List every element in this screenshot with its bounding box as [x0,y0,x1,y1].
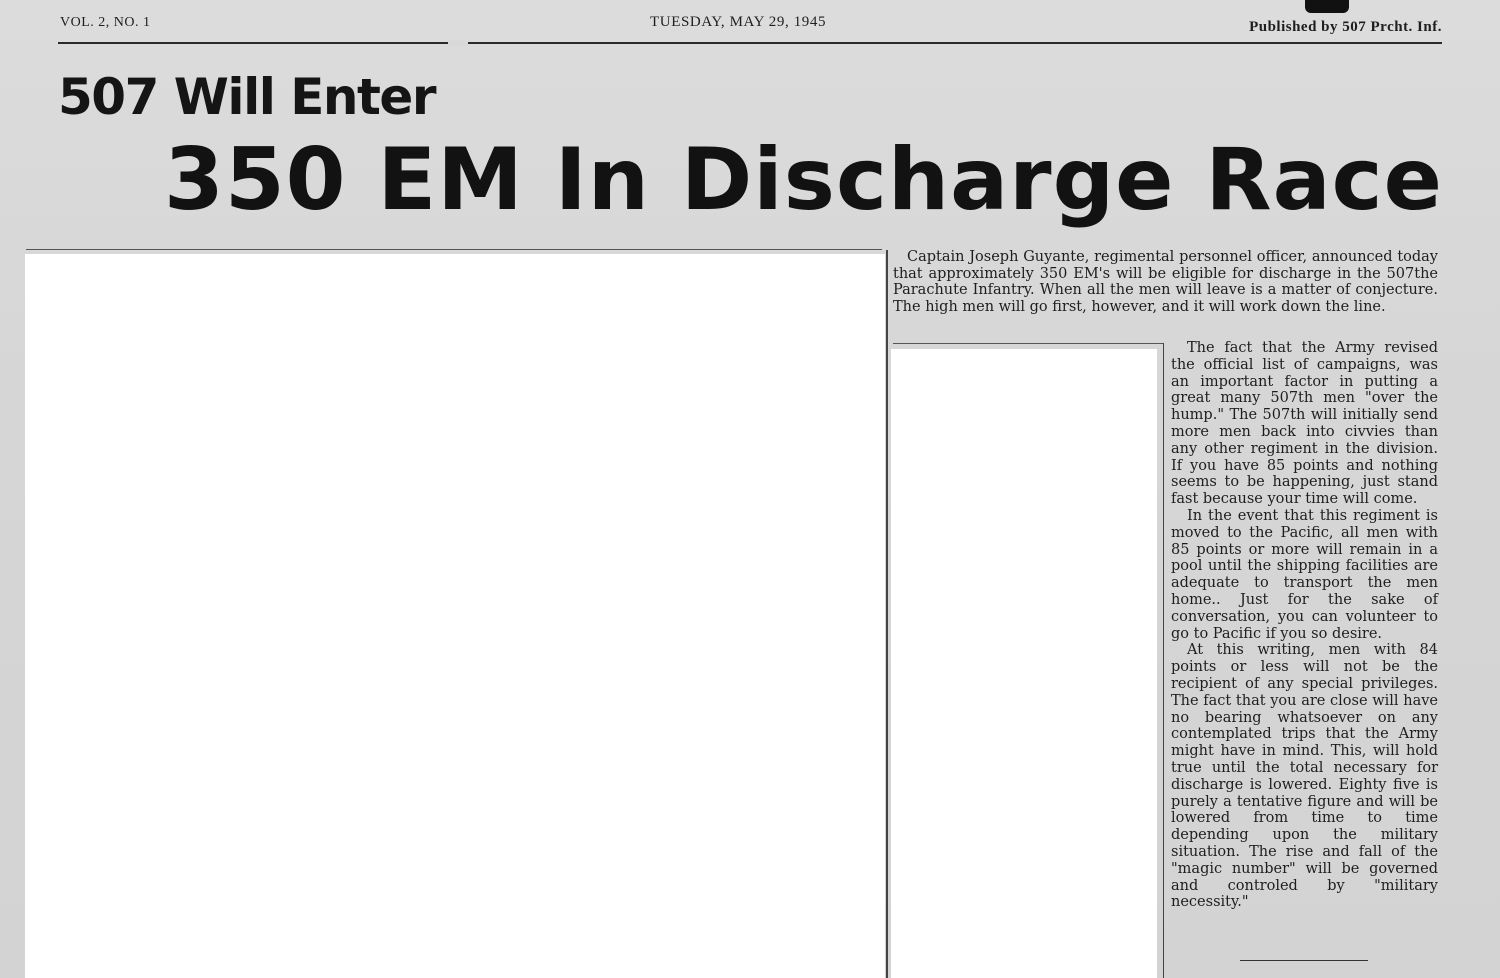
article-paragraph-2: In the event that this regiment is moved to the Pacific, all men with 85 points or more will remain in a pool until the shipping facilities are adequate to transport the men home.. Just for the sake of conversation, you can volunteer to go to Pacific if you so desire. [1171,507,1438,642]
main-photo-blank [25,254,885,978]
side-photo-top-rule [893,343,1163,344]
side-photo-blank [891,349,1157,978]
article-paragraph-3: At this writing, men with 84 points or less will not be the recipient of any special privileges. The fact that you are close will have no bearing whatsoever on any contemplated trips that the Army might have in mind. This, will hold true until the total necessary for discharge is lowered. Eighty five is purely a tentative figure and will be lowered from time to time depending upon the military situation. The rise and fall of the "magic number" will be governed and controled by "military necessity." [1171,642,1438,911]
masthead-volume: VOL. 2, NO. 1 [60,15,151,30]
masthead-publisher: Published by 507 Prcht. Inf. [1249,19,1442,35]
article-lead: Captain Joseph Guyante, regimental personnel officer, announced today that approximately 350 EM's will be eligible for discharge in the 507the Parachute Infantry. When all the men will leave is a matter of conjecture. The high men will go first, however, and it will work down the line. [893,249,1438,315]
masthead-date: TUESDAY, MAY 29, 1945 [650,14,827,30]
masthead-rule-gap [448,40,468,46]
masthead-rule [58,42,1442,44]
headline-kicker: 507 Will Enter [58,68,435,126]
article-body [1171,340,1438,911]
photo-top-rule [26,249,882,250]
headline-main: 350 EM In Discharge Race [164,130,1443,230]
column-rule [886,250,888,978]
side-column-rule [1163,343,1164,978]
article-paragraph-1: The fact that the Army revised the official list of campaigns, was an important factor in putting a great many 507th men "over the hump." The 507th will initially send more men back into civvies than any other regiment in the division. If you have 85 points and nothing seems to be happening, just stand fast because your time will come. [1171,340,1438,508]
article-end-rule [1240,960,1368,961]
masthead-ink-blot [1305,0,1349,13]
